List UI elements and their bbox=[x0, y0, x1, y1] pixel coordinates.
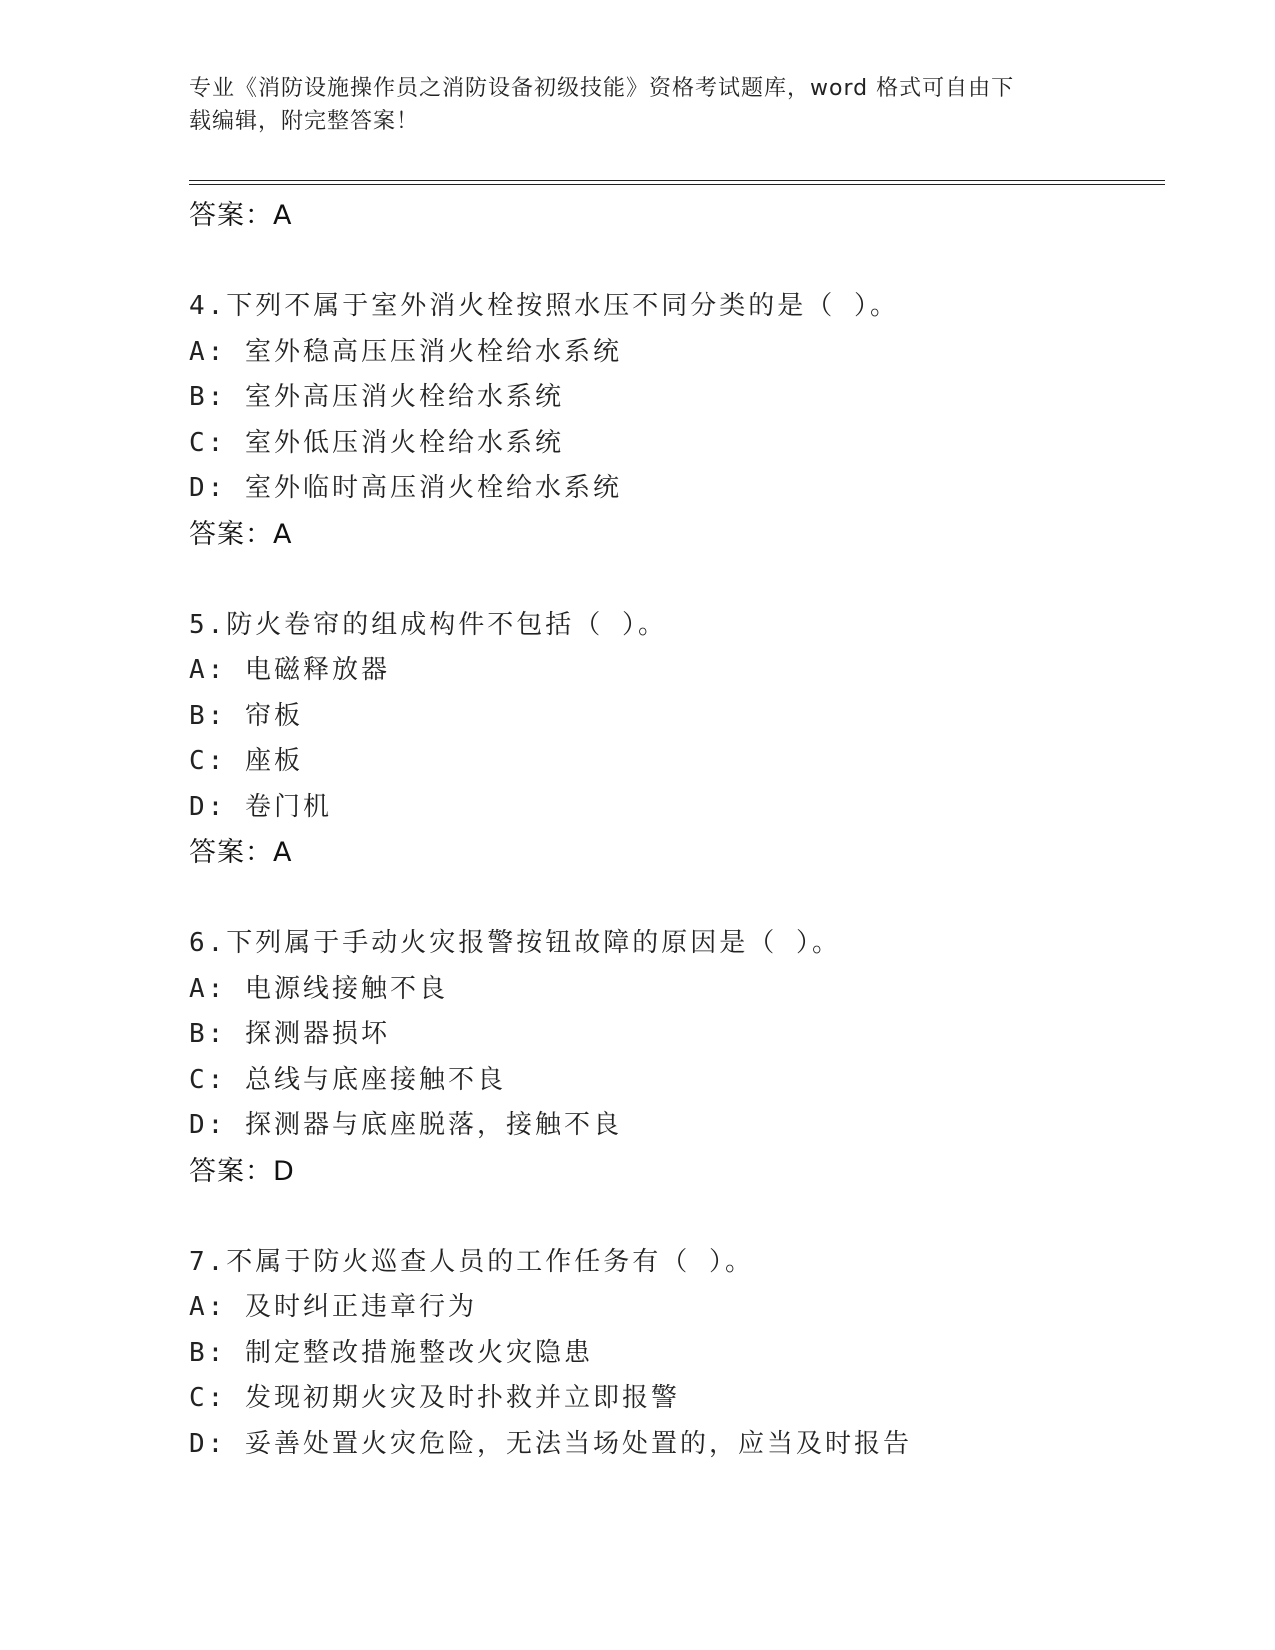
header-divider bbox=[189, 180, 1165, 181]
option-a: A: 室外稳高压压消火栓给水系统 bbox=[189, 336, 622, 367]
question-block bbox=[189, 1240, 1189, 1468]
header-line-2: 载编辑，附完整答案！ bbox=[189, 109, 420, 134]
question-stem: 6.下列属于手动火灾报警按钮故障的原因是（ ）。 bbox=[189, 928, 841, 958]
question-block bbox=[189, 284, 1189, 557]
option-a: A: 及时纠正违章行为 bbox=[189, 1292, 477, 1322]
option-d: D: 探测器与底座脱落，接触不良 bbox=[189, 1110, 622, 1140]
answer-line: 答案：D bbox=[189, 1155, 295, 1187]
option-d: D: 室外临时高压消火栓给水系统 bbox=[189, 473, 622, 503]
option-a: A: 电磁释放器 bbox=[189, 655, 390, 685]
option-b: B: 帘板 bbox=[189, 700, 303, 731]
question-content bbox=[189, 193, 1189, 1467]
question-stem: 7.不属于防火巡查人员的工作任务有（ ）。 bbox=[189, 1246, 754, 1277]
option-c: C: 发现初期火灾及时扑救并立即报警 bbox=[189, 1383, 680, 1413]
question-block bbox=[189, 603, 1189, 876]
answer-line: 答案：A bbox=[189, 200, 293, 231]
question-stem: 5.防火卷帘的组成构件不包括（ ）。 bbox=[189, 609, 667, 640]
header-line-1: 专业《消防设施操作员之消防设备初级技能》资格考试题库，word 格式可自由下 bbox=[189, 76, 1015, 101]
question-block bbox=[189, 921, 1189, 1194]
option-a: A: 电源线接触不良 bbox=[189, 973, 448, 1004]
header-divider-second bbox=[189, 184, 1165, 185]
option-d: D: 妥善处置火灾危险，无法当场处置的，应当及时报告 bbox=[189, 1428, 912, 1459]
option-b: B: 探测器损坏 bbox=[189, 1019, 390, 1049]
option-c: C: 总线与底座接触不良 bbox=[189, 1064, 506, 1095]
question-stem: 4.下列不属于室外消火栓按照水压不同分类的是（ ）。 bbox=[189, 291, 899, 321]
answer-line: 答案：A bbox=[189, 518, 293, 550]
option-b: B: 制定整改措施整改火灾隐患 bbox=[189, 1337, 593, 1368]
option-b: B: 室外高压消火栓给水系统 bbox=[189, 382, 564, 412]
page-header bbox=[189, 72, 1089, 138]
answer-line: 答案：A bbox=[189, 837, 293, 868]
option-d: D: 卷门机 bbox=[189, 791, 332, 822]
option-c: C: 室外低压消火栓给水系统 bbox=[189, 427, 564, 458]
option-c: C: 座板 bbox=[189, 746, 303, 776]
